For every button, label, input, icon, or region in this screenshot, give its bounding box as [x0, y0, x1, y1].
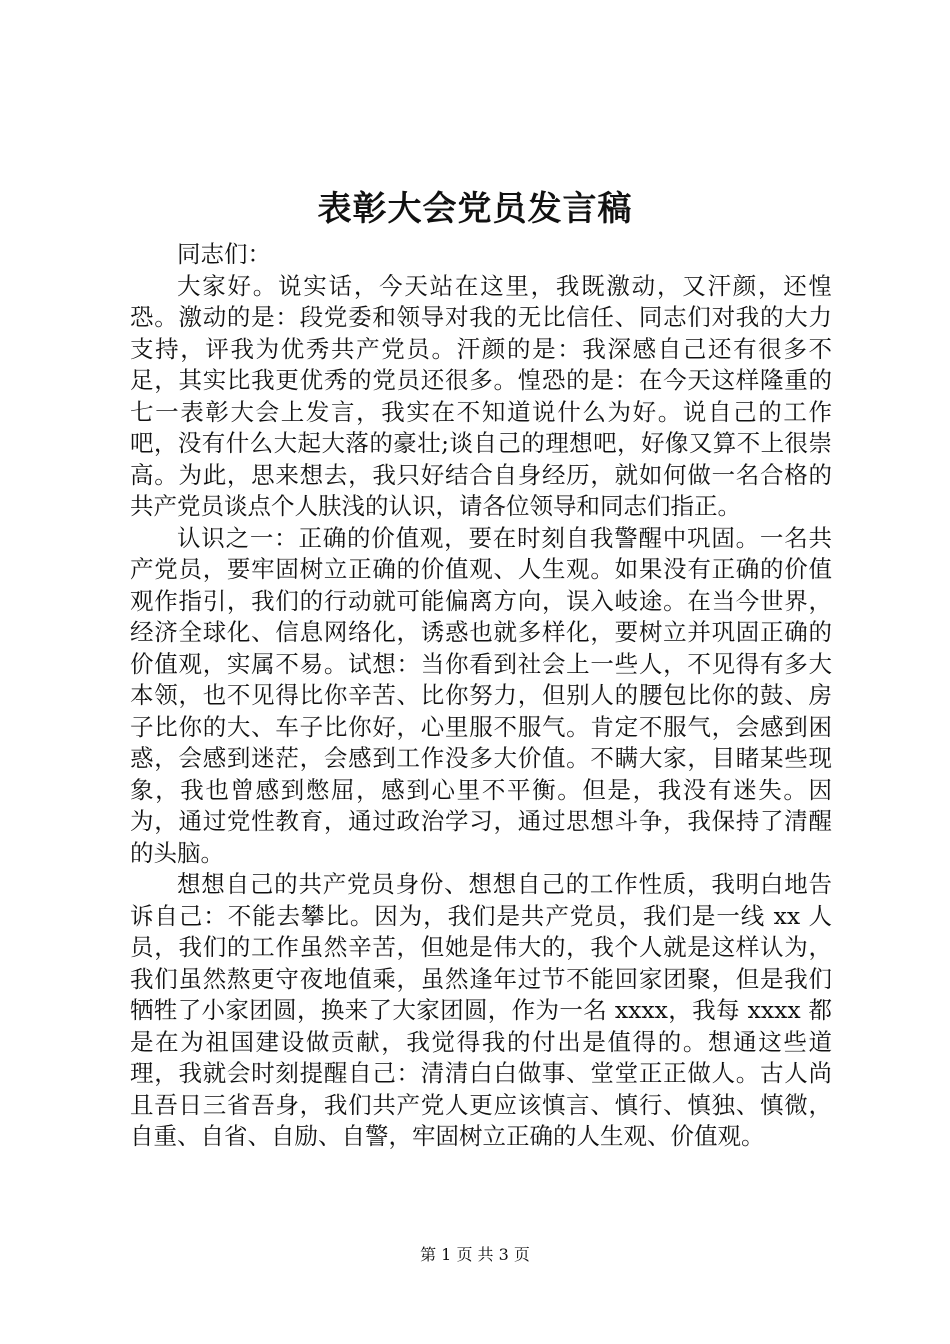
paragraph-values: 认识之一：正确的价值观，要在时刻自我警醒中巩固。一名共产党员，要牢固树立正确的价值观、人生观。如果没有正确的价值观作指引，我们的行动就可能偏离方向，误入岐途。在当今世界，经济全球化、信息网络化，诱惑也就多样化，要树立并巩固正确的价值观，实属不易。试想：当你看到社会上一些人，不见得有多大本领，也不见得比你辛苦、比你努力，但别人的腰包比你的鼓、房子比你的大、车子比你好，心里服不服气。肯定不服气，会感到困惑，会感到迷茫，会感到工作没多大价值。不瞒大家，目睹某些现象，我也曾感到憋屈，感到心里不平衡。但是，我没有迷失。因为，通过党性教育，通过政治学习，通过思想斗争，我保持了清醒的头脑。	[130, 523, 832, 867]
document-title: 表彰大会党员发言稿	[317, 189, 633, 229]
paragraph-reflection: 想想自己的共产党员身份、想想自己的工作性质，我明白地告诉自己：不能去攀比。因为，我们是共产党员，我们是一线 xx 人员，我们的工作虽然辛苦，但她是伟大的，我个人就是这样认为，我们虽然熬更守夜地值乘，虽然逢年过节不能回家团聚，但是我们牺牲了小家团圆，换来了大家团圆，作为一名 xxxx，我每 xxxx 都是在为祖国建设做贡献，我觉得我的付出是值得的。想通这些道理，我就会时刻提醒自己：清清白白做事、堂堂正正做人。古人尚且吾日三省吾身，我们共产党人更应该慎言、慎行、慎独、慎微，自重、自省、自励、自警，牢固树立正确的人生观、价值观。	[130, 870, 832, 1150]
page-footer: 第 1 页 共 3 页	[420, 1245, 530, 1264]
document-body	[130, 239, 832, 1153]
greeting: 同志们：	[177, 240, 271, 268]
paragraph-intro: 大家好。说实话，今天站在这里，我既激动，又汗颜，还惶恐。激动的是：段党委和领导对我的无比信任、同志们对我的大力支持，评我为优秀共产党员。汗颜的是：我深感自己还有很多不足，其实比我更优秀的党员还很多。惶恐的是：在今天这样隆重的七一表彰大会上发言，我实在不知道说什么为好。说自己的工作吧，没有什么大起大落的豪壮;谈自己的理想吧，好像又算不上很崇高。为此，思来想去，我只好结合自身经历，就如何做一名合格的共产党员谈点个人肤浅的认识，请各位领导和同志们指正。	[130, 271, 832, 520]
